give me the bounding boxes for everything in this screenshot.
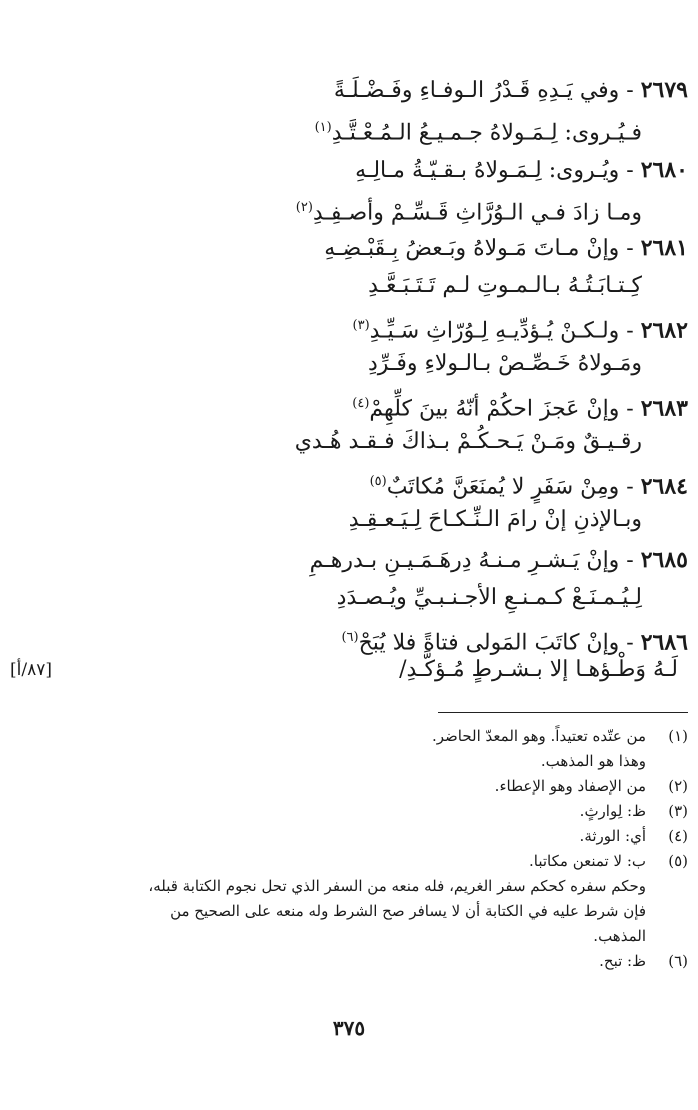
verse-2682-second (368, 344, 642, 384)
footnote-number: (٥) (668, 852, 688, 870)
verse-first-hemistich: وإنْ كاتَبَ المَولى فتاةً فلا يُبَحْ (358, 630, 620, 656)
verse-2682-first: ٢٦٨٢ - ولـكـنْ يُـؤدِّيـهِ لِـوُرّاثِ سَـيِّـدِ$^{(٣)}$ (352, 317, 688, 344)
page-number: ٣٧٥ (332, 1016, 366, 1040)
verse-number: ٢٦٨٤ (640, 473, 688, 500)
verse-number: ٢٦٨٥ (640, 547, 688, 573)
verse-2683-first: ٢٦٨٣ - وإنْ عَجزَ احكُمْ أنّهُ بينَ كلِّهِمْ$^{(٤)}$ (352, 395, 688, 422)
verse-first-hemistich: ويُـروى: لِـمَـولاهُ بـقـيّـةُ مـالِـهِ (355, 158, 620, 183)
verse-second-hemistich: رقـيـقٌ ومَـنْ يَـحـكُـمْ بـذاكَ فـقـد هُـدي (294, 429, 642, 454)
footnote-4 (10, 824, 688, 849)
footnote-line: ظ: لِوارثٍ. (579, 802, 646, 820)
footnote-5 (10, 849, 688, 949)
footnote-2 (10, 774, 688, 799)
verse-second-hemistich: كِـتـابَـتُـهُ بـالـمـوتِ لـم تَـتَـبَـعَّـدِ (368, 273, 642, 298)
verse-2684-first: ٢٦٨٤ - ومِنْ سَفَرٍ لا يُمنَعَنَّ مُكاتَبٌ$^{(٥)}$ (369, 473, 688, 500)
verse-second-hemistich: لِـيُـمـنَـعْ كـمـنـعِ الأجـنـبـيِّ ويُـصـدَدِ (336, 585, 642, 610)
verse-number: ٢٦٨٠ (640, 157, 688, 183)
footnote-line: وهذا هو المذهب. (540, 752, 646, 770)
verse-first-hemistich: وإنْ مـاتَ مَـولاهُ وبَـعضُ بِـقَبْـضِـهِ (324, 236, 620, 261)
verse-2680-first: ٢٦٨٠ - ويُـروى: لِـمَـولاهُ بـقـيّـةُ مـالِـهِ (355, 157, 688, 183)
verse-2686-first: ٢٦٨٦ - وإنْ كاتَبَ المَولى فتاةً فلا يُبَحْ$^{(٦)}$ (341, 629, 688, 656)
verse-second-hemistich: فـيُـروى: لِـمَـولاهُ جـمـيـعُ الـمُـعْـتَّـدِ (331, 120, 642, 146)
footnote-line: ظ: تبح. (599, 952, 646, 970)
verse-2685-first: ٢٦٨٥ - وإنْ يَـشـرِ مـنـهُ دِرهَـمَـيـنِ بـدرهـمِ (309, 547, 688, 573)
footnote-line: المذهب. (593, 927, 646, 945)
footnote-line: ب: لا تمنعن مكاتبا. (529, 852, 646, 870)
footnote-number: (٦) (668, 952, 688, 970)
verse-number: ٢٦٨٦ (640, 629, 688, 656)
verse-first-hemistich: ومِنْ سَفَرٍ لا يُمنَعَنَّ مُكاتَبٌ (386, 474, 620, 500)
footnote-number: (٤) (668, 827, 688, 845)
verse-2685-second (337, 578, 642, 618)
verse-2679-first: ٢٦٧٩ - وفي يَـدِهِ قَـدْرُ الـوفـاءِ وفَـضْـلَـةً (333, 77, 688, 103)
footnote-line: من الإصفاد وهو الإعطاء. (494, 777, 646, 795)
footnote-6 (10, 949, 688, 974)
verse-first-hemistich: ولـكـنْ يُـؤدِّيـهِ لِـوُرّاثِ سَـيِّـدِ (369, 318, 620, 344)
footnote-line: فإن شرط عليه في الكتابة أن لا يسافر صح الشرط وله منعه على الصحيح من (170, 902, 646, 920)
footnote-line: من عتّده تعتيداً. وهو المعدّ الحاضر. (432, 727, 646, 745)
verse-number: ٢٦٨١ (640, 235, 688, 261)
footnote-line: وحكم سفره كحكم سفر الغريم، فله منعه من السفر الذي تحل نجوم الكتابة قبله، (148, 877, 646, 895)
verse-first-hemistich: وفي يَـدِهِ قَـدْرُ الـوفـاءِ وفَـضْـلَـةً (333, 78, 620, 103)
footnote-separator (438, 712, 688, 713)
footnote-marker: (١) (314, 120, 332, 135)
footnote-line: أي: الورثة. (579, 827, 646, 845)
verse-second-hemistich: ومَـولاهُ خَـصِّـصْ بـالـولاءِ وفَـرِّدِ (368, 351, 642, 376)
verse-first-hemistich: وإنْ عَجزَ احكُمْ أنّهُ بينَ كلِّهِمْ (369, 396, 620, 422)
verse-second-hemistich: لَـهُ وَطْـؤهـا إلا بـشـرطٍ مُـؤكَّـدِ/ (399, 657, 678, 682)
footnote-marker: (٤) (352, 396, 370, 411)
verse-first-hemistich: وإنْ يَـشـرِ مـنـهُ دِرهَـمَـيـنِ بـدرهـمِ (309, 548, 620, 573)
footnote-marker: (٦) (341, 630, 359, 645)
footnote-number: (١) (668, 727, 688, 745)
footnotes (10, 724, 688, 974)
footnote-number: (٢) (668, 777, 688, 795)
verse-number: ٢٦٨٢ (640, 317, 688, 344)
footnote-marker: (٣) (352, 318, 370, 333)
verse-number: ٢٦٧٩ (640, 77, 688, 103)
verse-2683-second (295, 422, 642, 462)
verse-second-hemistich: وبـالإذنِ إنْ رامَ الـنِّـكـاحَ لِـيَـعـقِـدِ (348, 507, 642, 532)
footnote-marker: (٥) (369, 474, 387, 489)
verse-2684-second (349, 500, 642, 540)
verse-2681-first: ٢٦٨١ - وإنْ مـاتَ مَـولاهُ وبَـعضُ بِـقَبْـضِـهِ (324, 235, 688, 261)
footnote-marker: (٢) (295, 200, 313, 215)
footnote-number: (٣) (668, 802, 688, 820)
verse-2681-second (368, 266, 642, 306)
footnote-3 (10, 799, 688, 824)
folio-reference: [٨٧/أ] (10, 660, 52, 680)
verse-second-hemistich: ومـا زادَ فـي الـوُرَّاثِ قَـسِّـمْ وأصـفِـدِ (312, 200, 642, 226)
verse-2680-second (296, 188, 642, 228)
footnote-1 (10, 724, 688, 774)
verse-2679-second (315, 108, 642, 148)
verse-number: ٢٦٨٣ (640, 395, 688, 422)
verse-2686-second (10, 650, 678, 690)
